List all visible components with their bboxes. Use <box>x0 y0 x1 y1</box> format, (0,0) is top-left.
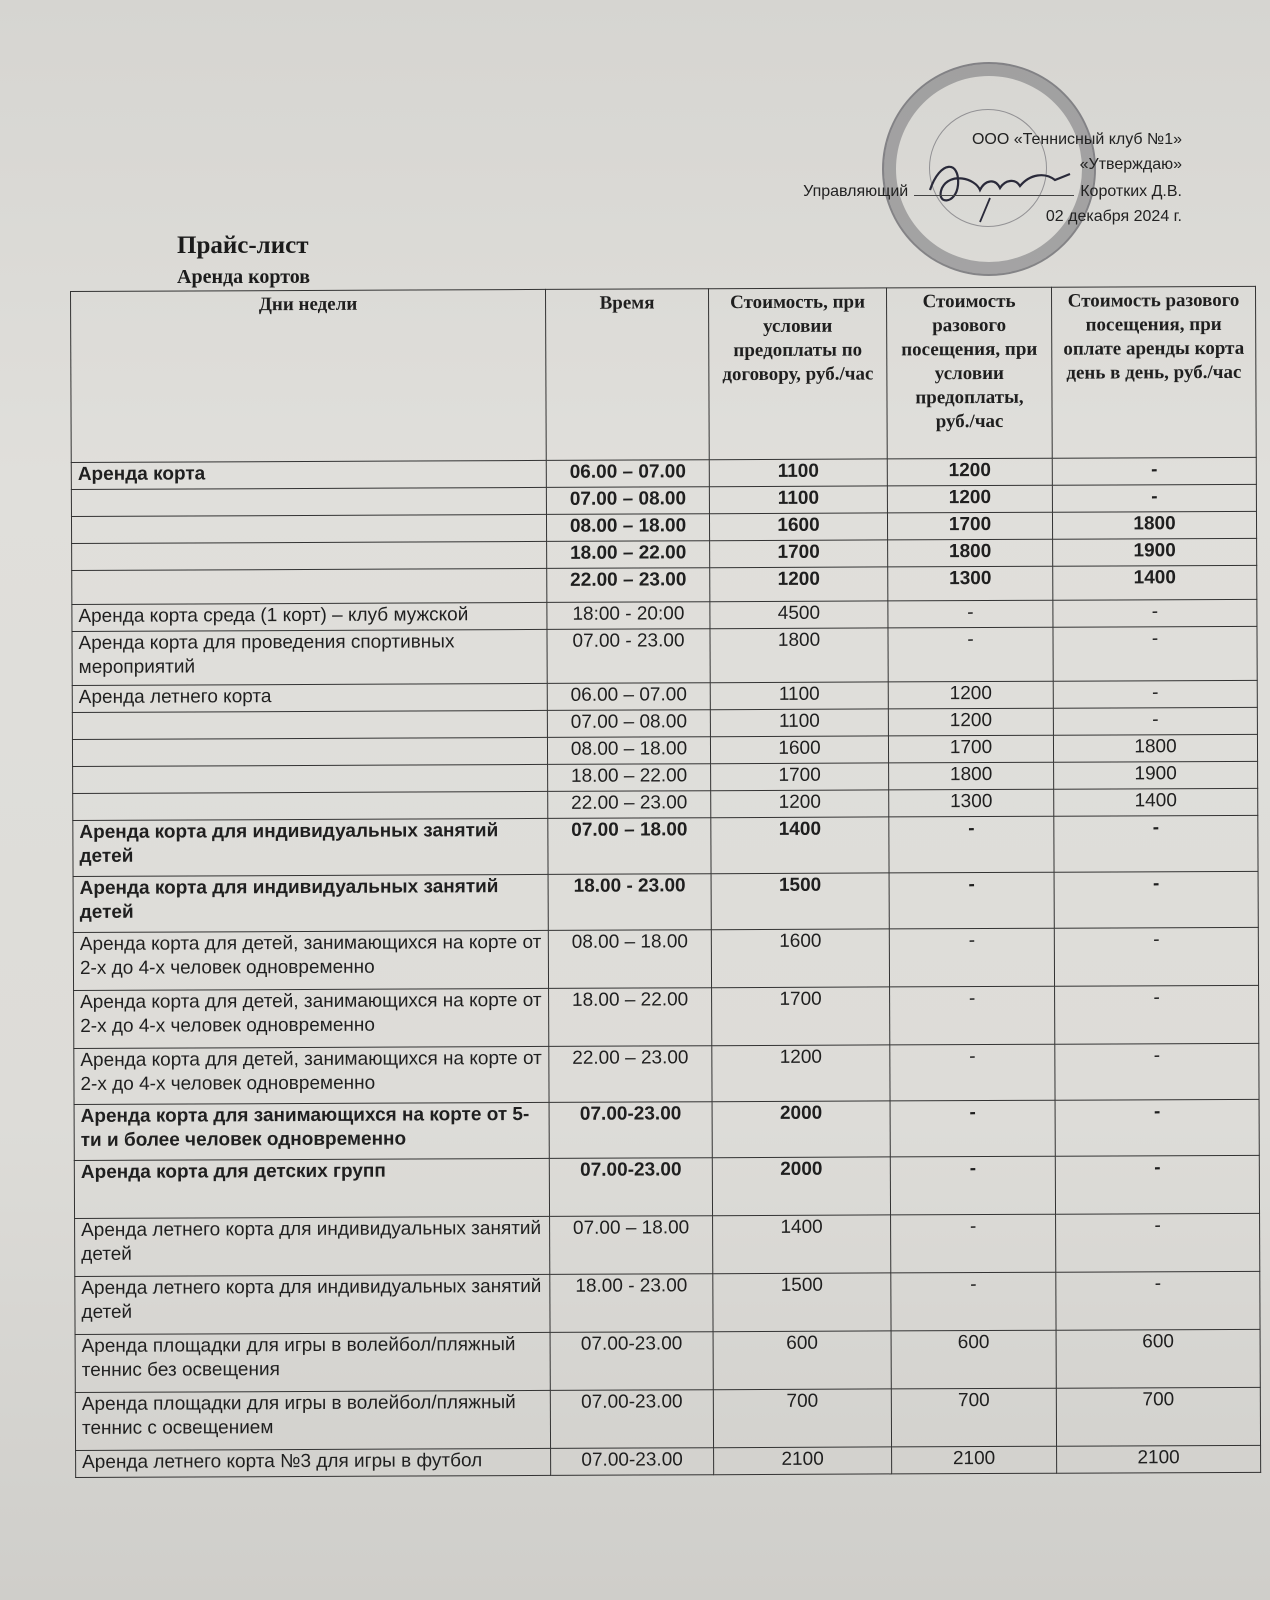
row-price-contract-cell: 1200 <box>711 790 889 818</box>
row-name-cell: Аренда летнего корта <box>72 683 547 712</box>
column-header: Время <box>545 289 709 461</box>
row-price-same-day-cell: 2100 <box>1057 1445 1261 1473</box>
row-name-cell <box>72 737 547 766</box>
price-rows <box>71 457 1260 1477</box>
row-time-cell: 06.00 – 07.00 <box>547 683 710 711</box>
row-price-same-day-cell: 1400 <box>1054 788 1258 816</box>
row-price-contract-cell: 1700 <box>712 987 890 1046</box>
price-table <box>70 286 1261 1478</box>
row-price-same-day-cell: - <box>1056 1213 1260 1272</box>
row-time-cell: 18.00 – 22.00 <box>548 764 711 792</box>
row-time-cell: 18.00 - 23.00 <box>548 874 711 931</box>
row-name-cell: Аренда корта для индивидуальных занятий детей <box>73 818 548 876</box>
row-price-same-day-cell: 700 <box>1056 1387 1260 1446</box>
row-price-contract-cell: 1700 <box>711 763 889 791</box>
row-price-same-day-cell: 1800 <box>1053 734 1257 762</box>
row-time-cell: 07.00 – 18.00 <box>550 1216 713 1275</box>
row-price-prepaid-cell: - <box>889 816 1054 873</box>
row-price-prepaid-cell: 1300 <box>888 566 1053 601</box>
row-time-cell: 08.00 – 18.00 <box>548 930 711 989</box>
row-name-cell: Аренда корта среда (1 корт) – клуб мужской <box>72 602 547 631</box>
row-name-cell: Аренда летнего корта для индивидуальных занятий детей <box>75 1216 550 1276</box>
row-price-same-day-cell: 1900 <box>1053 538 1257 566</box>
row-time-cell: 08.00 – 18.00 <box>546 514 709 542</box>
row-price-contract-cell: 1400 <box>713 1215 891 1274</box>
column-header: Стоимость разового посещения, при условии предоплаты, руб./час <box>886 287 1052 459</box>
table-row <box>75 1213 1260 1276</box>
row-name-cell: Аренда летнего корта №3 для игры в футбол <box>76 1448 551 1477</box>
row-price-prepaid-cell: 1200 <box>887 485 1052 513</box>
row-price-same-day-cell: - <box>1052 484 1256 512</box>
row-time-cell: 06.00 – 07.00 <box>546 460 709 488</box>
table-row <box>74 985 1259 1048</box>
row-price-prepaid-cell: - <box>889 872 1054 929</box>
row-time-cell: 07.00-23.00 <box>551 1448 714 1476</box>
row-price-same-day-cell: 1900 <box>1054 761 1258 789</box>
row-price-prepaid-cell: - <box>890 986 1055 1045</box>
column-header: Стоимость, при условии предоплаты по договору, руб./час <box>708 288 887 460</box>
row-price-same-day-cell: - <box>1052 457 1256 485</box>
row-price-same-day-cell: - <box>1055 985 1259 1044</box>
org-name: ООО «Теннисный клуб №1» <box>971 131 1182 148</box>
row-price-contract-cell: 2000 <box>712 1101 890 1158</box>
table-row <box>73 815 1258 876</box>
row-time-cell: 07.00 – 08.00 <box>547 710 710 738</box>
row-price-same-day-cell: 1800 <box>1052 511 1256 539</box>
row-price-prepaid-cell: 700 <box>891 1388 1056 1447</box>
table-row <box>75 1387 1260 1450</box>
row-price-same-day-cell: - <box>1053 707 1257 735</box>
row-price-contract-cell: 1600 <box>709 513 887 541</box>
row-price-contract-cell: 2000 <box>712 1157 890 1216</box>
column-header: Стоимость разового посещения, при оплате аренды корта день в день, руб./час <box>1051 286 1256 458</box>
row-price-same-day-cell: 600 <box>1056 1329 1260 1388</box>
table-row <box>72 565 1257 604</box>
row-name-cell <box>73 791 548 820</box>
row-time-cell: 07.00 - 23.00 <box>547 629 710 684</box>
row-price-contract-cell: 2100 <box>714 1447 892 1475</box>
row-price-contract-cell: 1600 <box>710 736 888 764</box>
row-name-cell: Аренда корта для проведения спортивных мероприятий <box>72 629 547 685</box>
row-time-cell: 18.00 – 22.00 <box>549 988 712 1047</box>
table-row <box>74 1099 1259 1160</box>
row-price-prepaid-cell: 1200 <box>888 708 1053 736</box>
row-price-prepaid-cell: 1200 <box>888 681 1053 709</box>
row-price-contract-cell: 1800 <box>710 628 888 683</box>
table-row <box>72 626 1257 685</box>
row-name-cell <box>72 710 547 739</box>
row-time-cell: 18.00 – 22.00 <box>547 541 710 569</box>
row-price-contract-cell: 1600 <box>711 929 889 988</box>
table-row <box>75 1271 1260 1334</box>
row-price-prepaid-cell: - <box>891 1272 1056 1331</box>
row-name-cell: Аренда корта для детей, занимающихся на корте от 2-х до 4-х человек одновременно <box>73 930 548 990</box>
row-name-cell <box>72 541 547 570</box>
row-name-cell: Аренда корта для детских групп <box>74 1158 549 1218</box>
row-price-prepaid-cell: - <box>890 1100 1055 1157</box>
row-price-prepaid-cell: 2100 <box>892 1446 1057 1474</box>
row-time-cell: 18:00 - 20:00 <box>547 602 710 630</box>
row-time-cell: 07.00 – 18.00 <box>548 818 711 875</box>
table-row <box>73 871 1258 932</box>
row-price-contract-cell: 1200 <box>710 567 888 602</box>
row-name-cell: Аренда корта для занимающихся на корте от 5-ти и более человек одновременно <box>74 1102 549 1160</box>
table-row <box>76 1445 1261 1477</box>
manager-name: Коротких Д.В. <box>1080 183 1182 200</box>
row-price-prepaid-cell: 1700 <box>888 735 1053 763</box>
row-price-contract-cell: 4500 <box>710 601 888 629</box>
row-name-cell: Аренда корта <box>71 460 546 489</box>
row-price-prepaid-cell: 1300 <box>889 789 1054 817</box>
row-price-contract-cell: 1200 <box>712 1045 890 1102</box>
row-name-cell <box>71 487 546 516</box>
row-time-cell: 07.00-23.00 <box>550 1390 713 1449</box>
row-price-contract-cell: 1100 <box>710 709 888 737</box>
page-title: Прайс-лист <box>177 232 309 259</box>
row-time-cell: 22.00 – 23.00 <box>548 791 711 819</box>
row-price-contract-cell: 1100 <box>709 459 887 487</box>
row-price-same-day-cell: - <box>1055 1099 1259 1156</box>
approval-block <box>742 127 1182 229</box>
table-row <box>73 927 1258 990</box>
row-price-same-day-cell: - <box>1055 1155 1259 1214</box>
row-price-prepaid-cell: - <box>888 600 1053 628</box>
signature-line <box>914 177 1074 196</box>
table-row <box>74 1043 1259 1104</box>
row-price-contract-cell: 600 <box>713 1331 891 1390</box>
approve-label: «Утверждаю» <box>1079 156 1182 173</box>
row-price-contract-cell: 1700 <box>710 540 888 568</box>
row-price-same-day-cell: 1400 <box>1053 565 1257 600</box>
row-name-cell: Аренда корта для детей, занимающихся на корте от 2-х до 4-х человек одновременно <box>74 1046 549 1104</box>
row-time-cell: 22.00 – 23.00 <box>549 1046 712 1103</box>
row-name-cell <box>71 514 546 543</box>
row-price-same-day-cell: - <box>1054 815 1258 872</box>
row-name-cell: Аренда летнего корта для индивидуальных занятий детей <box>75 1274 550 1334</box>
row-price-prepaid-cell: - <box>888 627 1053 682</box>
row-name-cell: Аренда площадки для игры в волейбол/пляжный теннис без освещения <box>75 1332 550 1392</box>
table-row <box>74 1155 1259 1218</box>
row-name-cell: Аренда корта для индивидуальных занятий детей <box>73 874 548 932</box>
page-subtitle: Аренда кортов <box>177 266 311 288</box>
row-time-cell: 08.00 – 18.00 <box>547 737 710 765</box>
row-price-same-day-cell: - <box>1054 927 1258 986</box>
row-time-cell: 07.00-23.00 <box>549 1102 712 1159</box>
row-price-contract-cell: 1100 <box>709 486 887 514</box>
row-price-prepaid-cell: - <box>891 1214 1056 1273</box>
column-header: Дни недели <box>71 289 547 462</box>
row-price-same-day-cell: - <box>1055 1043 1259 1100</box>
row-price-contract-cell: 1500 <box>711 873 889 930</box>
row-time-cell: 07.00 – 08.00 <box>546 487 709 515</box>
row-time-cell: 22.00 – 23.00 <box>547 568 710 603</box>
row-price-same-day-cell: - <box>1053 626 1257 681</box>
table-row <box>75 1329 1260 1392</box>
row-price-same-day-cell: - <box>1053 680 1257 708</box>
row-name-cell: Аренда корта для детей, занимающихся на корте от 2-х до 4-х человек одновременно <box>74 988 549 1048</box>
row-price-prepaid-cell: 1800 <box>888 539 1053 567</box>
row-time-cell: 07.00-23.00 <box>549 1158 712 1217</box>
row-name-cell <box>72 568 547 604</box>
row-time-cell: 07.00-23.00 <box>550 1332 713 1391</box>
row-price-contract-cell: 700 <box>713 1389 891 1448</box>
row-name-cell: Аренда площадки для игры в волейбол/пляжный теннис с освещением <box>75 1390 550 1450</box>
row-price-prepaid-cell: - <box>889 928 1054 987</box>
position-label: Управляющий <box>803 183 909 200</box>
row-price-same-day-cell: - <box>1053 599 1257 627</box>
row-price-prepaid-cell: 1200 <box>887 458 1052 486</box>
row-price-contract-cell: 1500 <box>713 1273 891 1332</box>
approval-date: 02 декабря 2024 г. <box>1045 208 1182 225</box>
row-price-same-day-cell: - <box>1056 1271 1260 1330</box>
row-time-cell: 18.00 - 23.00 <box>550 1274 713 1333</box>
row-price-prepaid-cell: 600 <box>891 1330 1056 1389</box>
row-price-contract-cell: 1100 <box>710 682 888 710</box>
row-name-cell <box>73 764 548 793</box>
table-header-row <box>71 286 1257 462</box>
row-price-prepaid-cell: 1700 <box>887 512 1052 540</box>
row-price-contract-cell: 1400 <box>711 817 889 874</box>
row-price-prepaid-cell: - <box>890 1156 1055 1215</box>
row-price-prepaid-cell: - <box>890 1044 1055 1101</box>
row-price-same-day-cell: - <box>1054 871 1258 928</box>
row-price-prepaid-cell: 1800 <box>889 762 1054 790</box>
